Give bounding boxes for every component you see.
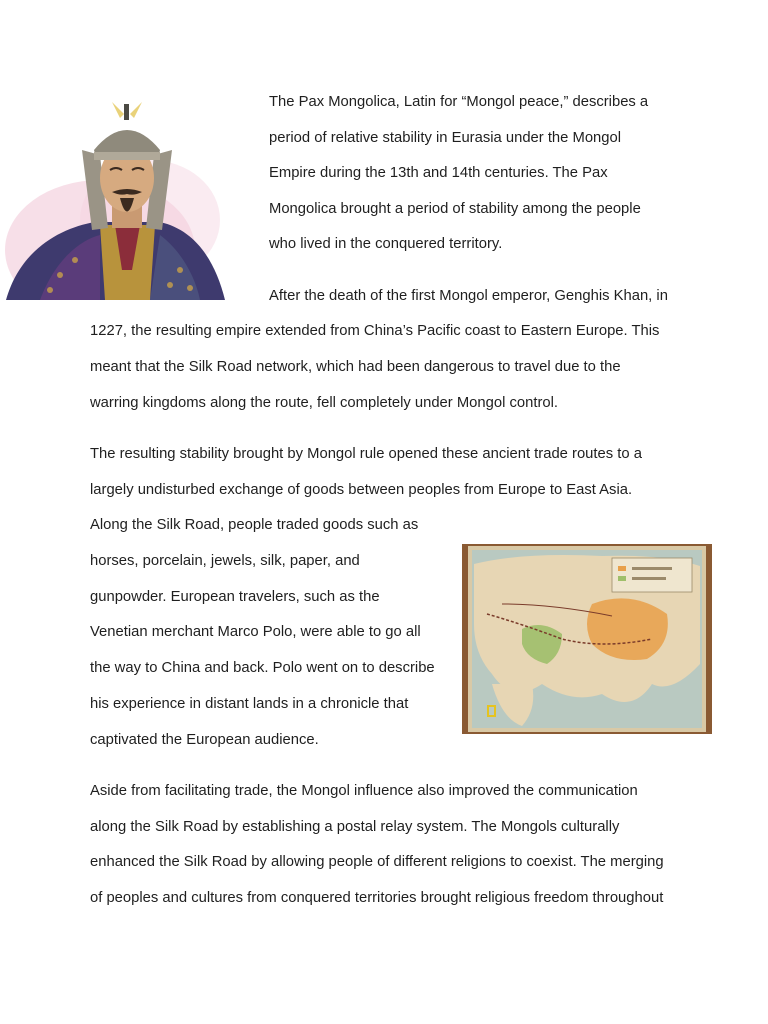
paragraph-line: largely undisturbed exchange of goods between peoples from Europe to East Asia.: [90, 482, 633, 498]
paragraph-line: of peoples and cultures from conquered territories brought religious freedom throughout: [90, 890, 664, 906]
paragraph-line: The resulting stability brought by Mongol rule opened these ancient trade routes to a: [90, 446, 642, 462]
mongol-empire-map: [462, 544, 712, 734]
paragraph-line: Venetian merchant Marco Polo, were able to go all: [90, 624, 421, 640]
paragraph-line: along the Silk Road by establishing a postal relay system. The Mongols culturally: [90, 819, 620, 835]
paragraph-line: the way to China and back. Polo went on to describe: [90, 660, 435, 676]
paragraph-line: who lived in the conquered territory.: [269, 236, 503, 252]
paragraph-line: Empire during the 13th and 14th centuries. The Pax: [269, 165, 608, 181]
paragraph-line: his experience in distant lands in a chronicle that: [90, 696, 409, 712]
genghis-khan-portrait: [0, 100, 256, 300]
paragraph-line: Along the Silk Road, people traded goods such as: [90, 517, 419, 533]
paragraph-line: captivated the European audience.: [90, 732, 319, 748]
paragraph-line: enhanced the Silk Road by allowing people of different religions to coexist. The merging: [90, 854, 664, 870]
paragraph-line: gunpowder. European travelers, such as the: [90, 589, 380, 605]
paragraph-line: horses, porcelain, jewels, silk, paper, and: [90, 553, 360, 569]
paragraph-line: Mongolica brought a period of stability among the people: [269, 201, 641, 217]
paragraph-line: warring kingdoms along the route, fell completely under Mongol control.: [90, 395, 558, 411]
paragraph-line: After the death of the first Mongol emperor, Genghis Khan, in: [269, 288, 668, 304]
paragraph-line: Aside from facilitating trade, the Mongol influence also improved the communication: [90, 783, 638, 799]
paragraph-line: 1227, the resulting empire extended from China’s Pacific coast to Eastern Europe. This: [90, 323, 660, 339]
paragraph-line: period of relative stability in Eurasia under the Mongol: [269, 130, 622, 146]
paragraph-line: The Pax Mongolica, Latin for “Mongol peace,” describes a: [269, 94, 649, 110]
paragraph-line: meant that the Silk Road network, which had been dangerous to travel due to the: [90, 359, 621, 375]
